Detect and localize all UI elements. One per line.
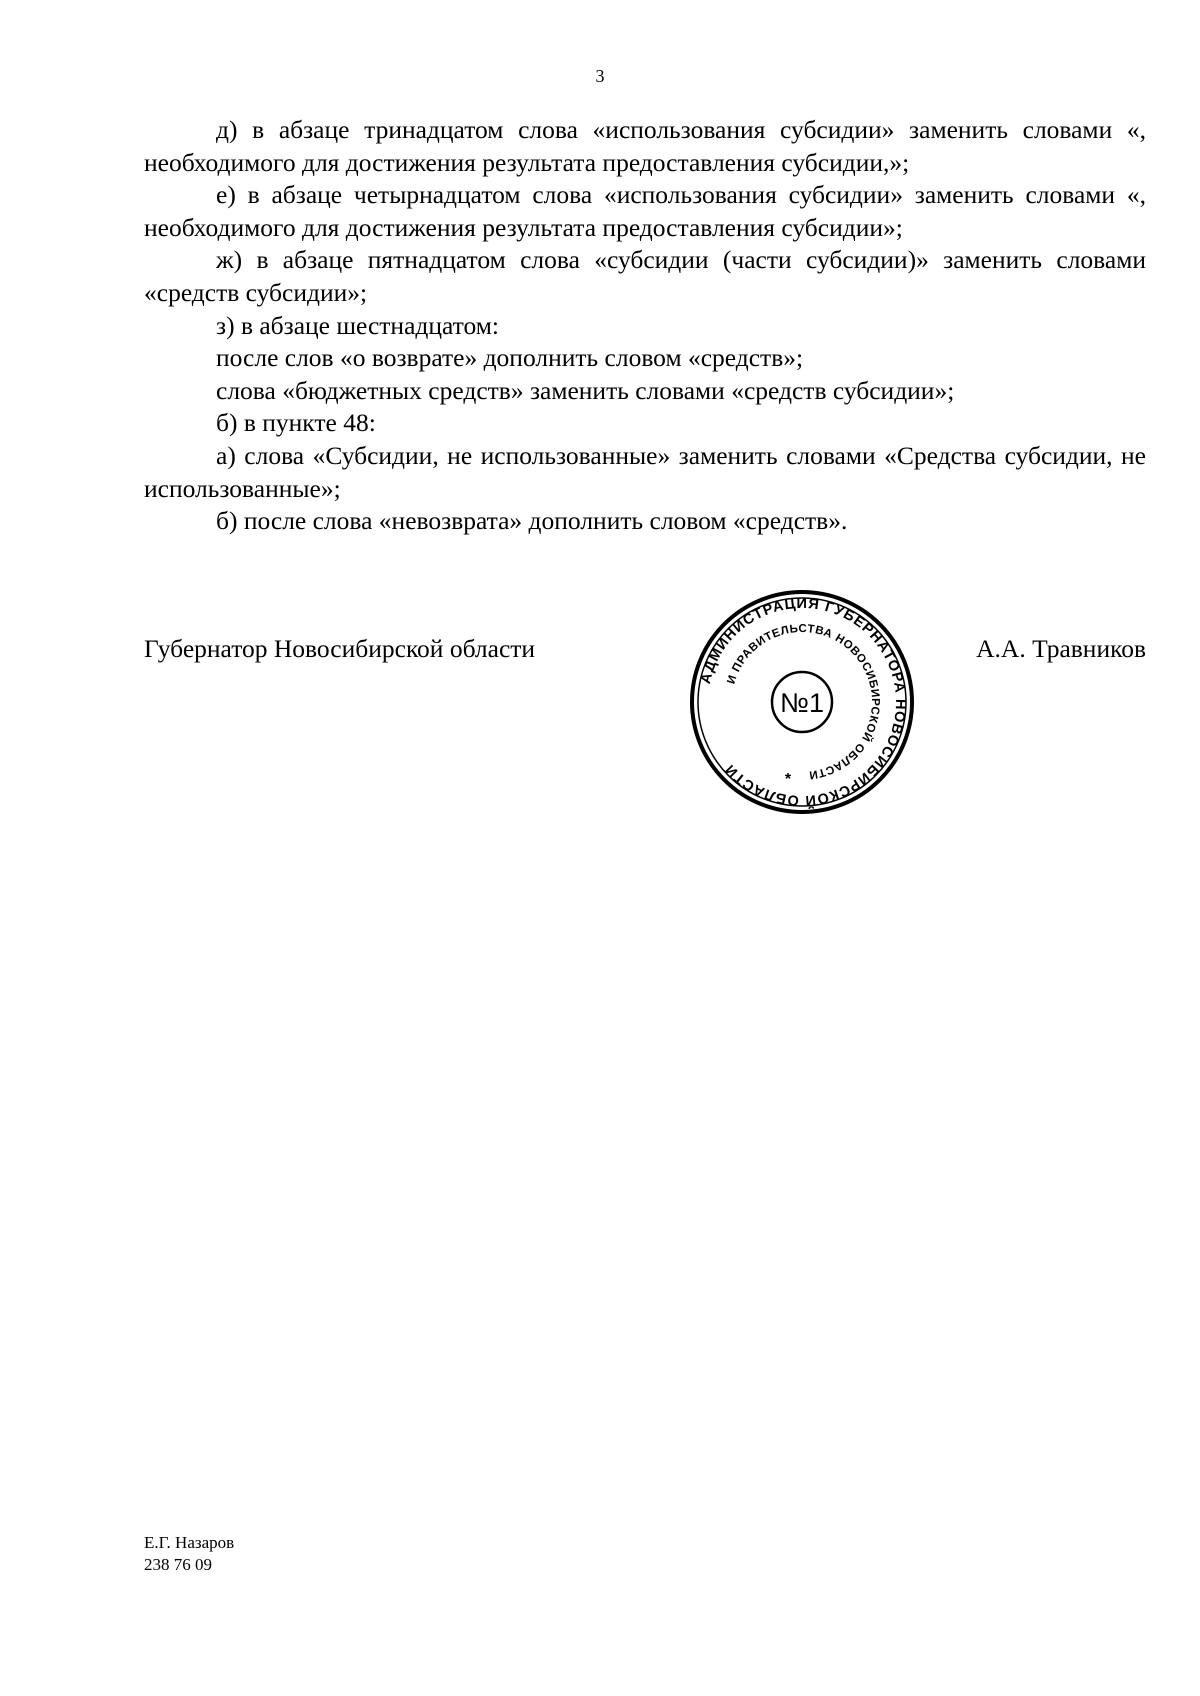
executor-footer <box>144 1532 234 1576</box>
seal-star: * <box>784 771 792 788</box>
signer-title: Губернатор Новосибирской области <box>144 634 536 663</box>
paragraph-e: е) в абзаце четырнадцатом слова «использования субсидии» заменить словами «, необходимого для достижения результата предоставления субсидии»; <box>144 180 1146 242</box>
seal-outer-text: АДМИНИСТРАЦИЯ ГУБЕРНАТОРА НОВОСИБИРСКОЙ ОБЛАСТИ <box>697 595 909 809</box>
seal-inner-text: И ПРАВИТЕЛЬСТВА НОВОСИБИРСКОЙ ОБЛАСТИ <box>725 622 882 781</box>
document-body <box>144 114 1146 538</box>
paragraph-b-point-48: б) в пункте 48: <box>216 408 376 438</box>
paragraph-d: д) в абзаце тринадцатом слова «использования субсидии» заменить словами «, необходимого для достижения результата предоставления субсидии,»; <box>144 115 1146 177</box>
paragraph-zh: ж) в абзаце пятнадцатом слова «субсидии (части субсидии)» заменить словами «средств субсидии»; <box>144 245 1146 307</box>
paragraph-b2-point-48: б) после слова «невозврата» дополнить словом «средств». <box>216 506 848 536</box>
signature-block <box>144 634 1146 674</box>
paragraph-z-item-2: слова «бюджетных средств» заменить словами «средств субсидии»; <box>216 375 955 405</box>
seal-graphic <box>688 588 916 816</box>
signer-name: А.А. Травников <box>976 634 1146 663</box>
paragraph-z: з) в абзаце шестнадцатом: <box>216 310 499 340</box>
executor-name: Е.Г. Назаров <box>144 1533 235 1552</box>
paragraph-a-point-48: а) слова «Субсидии, не использованные» заменить словами «Средства субсидии, не использованные»; <box>144 440 1146 503</box>
page-number: 3 <box>595 66 605 86</box>
executor-phone: 238 76 09 <box>144 1555 212 1574</box>
official-seal <box>688 588 916 816</box>
paragraph-z-item-1: после слов «о возврате» дополнить словом «средств»; <box>216 343 804 373</box>
seal-number: №1 <box>780 688 824 718</box>
